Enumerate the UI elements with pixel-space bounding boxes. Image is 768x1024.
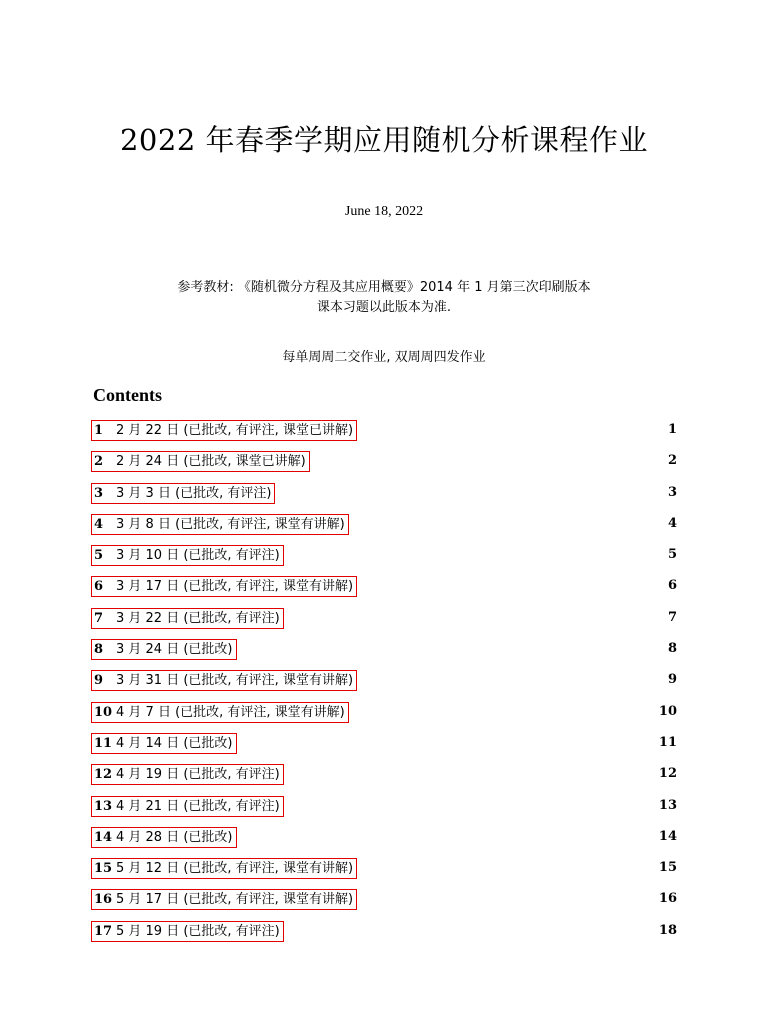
toc-entry-page: 1: [667, 422, 677, 437]
toc-entry-number: 6: [94, 579, 104, 595]
toc-entry-title: 4 月 7 日 (已批改, 有评注, 课堂有讲解): [116, 704, 345, 720]
toc-entry-title: 4 月 19 日 (已批改, 有评注): [116, 767, 280, 783]
toc-entry: [91, 670, 677, 701]
toc-entry-number: 10: [94, 704, 113, 720]
toc-entry-number: 5: [94, 548, 104, 564]
toc-entry-page: 6: [667, 578, 677, 594]
toc-entry-link[interactable]: [91, 483, 275, 504]
toc-entry-title: 3 月 31 日 (已批改, 有评注, 课堂有讲解): [116, 673, 354, 689]
toc-entry-title: 4 月 28 日 (已批改): [116, 829, 233, 845]
toc-entry-title: 2 月 24 日 (已批改, 课堂已讲解): [116, 454, 306, 470]
toc-entry-link[interactable]: [91, 889, 357, 910]
toc-entry-page: 14: [658, 828, 677, 844]
toc-entry-link[interactable]: [91, 545, 284, 566]
toc-entry: [91, 921, 677, 952]
schedule-note: 每单周周二交作业, 双周周四发作业: [282, 350, 486, 365]
toc-entry-page: 7: [667, 609, 677, 625]
toc-entry-page: 18: [658, 922, 677, 938]
toc-entry-page: 13: [658, 797, 677, 813]
toc-entry-title: 3 月 17 日 (已批改, 有评注, 课堂有讲解): [116, 579, 354, 595]
toc-entry-link[interactable]: [91, 796, 284, 817]
toc-entry-link[interactable]: [91, 639, 237, 660]
toc-entry-number: 17: [94, 923, 113, 939]
toc-entry: [91, 420, 677, 451]
toc-entry-number: 13: [94, 798, 113, 814]
toc-entry: [91, 451, 677, 482]
toc-entry-page: 5: [667, 547, 677, 563]
toc-entry-title: 3 月 3 日 (已批改, 有评注): [116, 485, 272, 501]
document-date: June 18, 2022: [344, 204, 424, 219]
toc-entry-number: 1: [94, 423, 104, 438]
toc-entry-number: 12: [94, 767, 113, 783]
toc-entry-link[interactable]: [91, 576, 357, 597]
toc-entry-page: 3: [667, 484, 677, 500]
toc-entry-number: 9: [94, 673, 104, 689]
toc-entry: [91, 858, 677, 889]
toc-entry-title: 4 月 14 日 (已批改): [116, 735, 233, 751]
toc-entry-title: 3 月 8 日 (已批改, 有评注, 课堂有讲解): [116, 516, 345, 532]
toc-entry-title: 3 月 22 日 (已批改, 有评注): [116, 610, 280, 626]
toc-entry-title: 5 月 12 日 (已批改, 有评注, 课堂有讲解): [116, 861, 354, 877]
toc-entry: [91, 827, 677, 858]
toc-entry-title: 5 月 19 日 (已批改, 有评注): [116, 923, 280, 939]
reference-note: 课本习题以此版本为准.: [316, 300, 452, 315]
toc-entry-link[interactable]: [91, 827, 237, 848]
toc-entry-link[interactable]: [91, 702, 349, 723]
reference-textbook: 参考教材: 《随机微分方程及其应用概要》2014 年 1 月第三次印刷版本: [177, 280, 591, 295]
toc-entry: [91, 608, 677, 639]
toc-entry-title: 2 月 22 日 (已批改, 有评注, 课堂已讲解): [116, 423, 354, 438]
toc-entry-title: 3 月 10 日 (已批改, 有评注): [116, 548, 280, 564]
toc-entry-page: 9: [667, 672, 677, 688]
toc-entry-number: 14: [94, 829, 113, 845]
toc-entry: [91, 889, 677, 920]
toc-entry-link[interactable]: [91, 858, 357, 879]
toc-entry-number: 8: [94, 642, 104, 658]
contents-heading: Contents: [93, 385, 163, 405]
toc-entry-page: 8: [667, 641, 677, 657]
toc-entry-link[interactable]: [91, 514, 349, 535]
toc-entry-page: 15: [658, 860, 677, 876]
toc-entry-link[interactable]: [91, 451, 310, 472]
toc-entry-page: 10: [658, 703, 677, 719]
toc-entry-number: 3: [94, 485, 104, 501]
toc-entry-number: 7: [94, 610, 104, 626]
toc-entry-page: 2: [667, 453, 677, 469]
toc-entry-page: 12: [658, 766, 677, 782]
toc-entry: [91, 483, 677, 514]
toc-entry-title: 3 月 24 日 (已批改): [116, 642, 233, 658]
toc-entry: [91, 576, 677, 607]
table-of-contents: [91, 420, 677, 952]
toc-entry-number: 16: [94, 892, 113, 908]
toc-entry-link[interactable]: [91, 764, 284, 785]
toc-entry: [91, 796, 677, 827]
toc-entry-link[interactable]: [91, 670, 357, 691]
toc-entry-title: 4 月 21 日 (已批改, 有评注): [116, 798, 280, 814]
toc-entry: [91, 639, 677, 670]
toc-entry-page: 4: [667, 515, 677, 531]
toc-entry: [91, 702, 677, 733]
toc-entry-link[interactable]: [91, 608, 284, 629]
toc-entry-number: 4: [94, 516, 104, 532]
toc-entry: [91, 514, 677, 545]
toc-entry-link[interactable]: [91, 733, 237, 754]
toc-entry-link[interactable]: [91, 420, 357, 441]
toc-entry-page: 16: [658, 891, 677, 907]
toc-entry-link[interactable]: [91, 921, 284, 942]
toc-entry-number: 11: [94, 735, 113, 751]
toc-entry-page: 11: [658, 734, 677, 750]
toc-entry-title: 5 月 17 日 (已批改, 有评注, 课堂有讲解): [116, 892, 354, 908]
toc-entry-number: 15: [94, 861, 113, 877]
toc-entry: [91, 545, 677, 576]
toc-entry: [91, 733, 677, 764]
toc-entry: [91, 764, 677, 795]
document-title: 2022 年春季学期应用随机分析课程作业: [119, 123, 649, 157]
toc-entry-number: 2: [94, 454, 104, 470]
